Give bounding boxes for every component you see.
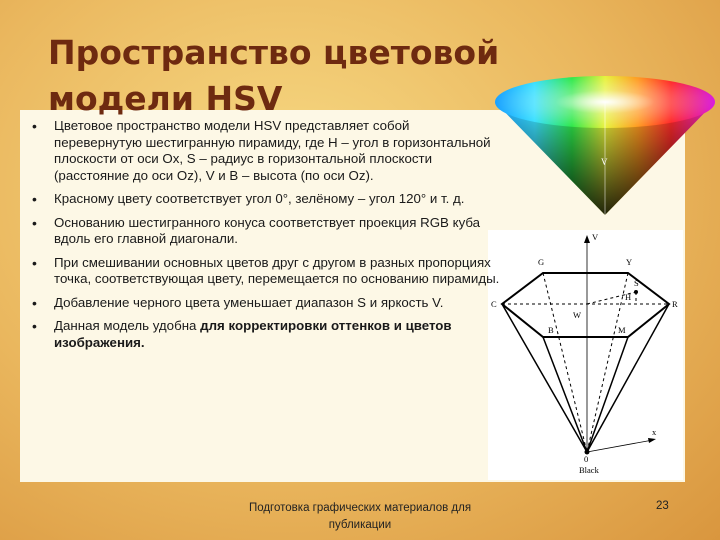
diagram-label-s: S: [634, 278, 639, 288]
diagram-label-b: B: [548, 325, 554, 335]
bullet-text-bold: для корректировки оттенков и цветов изображения.: [54, 318, 452, 350]
bullet-text: Добавление черного цвета уменьшает диапазон S и яркость V.: [54, 294, 444, 310]
diagram-label-g: G: [538, 257, 545, 267]
diagram-label-zero: 0: [584, 454, 589, 464]
cone-v-label: V: [601, 157, 608, 167]
bullet-text: При смешивании основных цветов друг с другом в разных пропорциях точка, соответствующая цвету, перемещается по основанию пирамиды.: [54, 254, 500, 286]
bullet-text: Основанию шестигранного конуса соответствует проекция RGB куба вдоль его главной диагонали.: [54, 214, 481, 246]
bullet-item: [30, 318, 500, 351]
bullet-item: [30, 255, 500, 288]
hexcone-diagram: [488, 230, 683, 480]
diagram-label-h: H: [625, 292, 632, 302]
hsv-cone-image: [493, 70, 718, 220]
diagram-label-c: C: [491, 299, 497, 309]
diagram-label-y: Y: [626, 257, 633, 267]
bullet-item: [30, 295, 500, 312]
slide-title: [48, 30, 518, 116]
bullet-item: [30, 118, 500, 184]
diagram-label-m: M: [618, 325, 626, 335]
diagram-label-black: Black: [579, 465, 599, 475]
bullet-symbol: •: [32, 254, 37, 271]
bullet-item: [30, 191, 500, 208]
bullet-symbol: •: [32, 318, 37, 334]
footer-text: Подготовка графических материалов для публикации: [248, 502, 472, 531]
bullet-symbol: •: [32, 191, 37, 207]
bullet-symbol: •: [32, 294, 37, 311]
bullet-text: Данная модель удобна: [54, 318, 201, 333]
bullet-text: Красному цвету соответствует угол 0°, зелёному – угол 120° и т. д.: [54, 191, 465, 206]
diagram-label-v: V: [592, 232, 599, 242]
diagram-label-x: x: [652, 427, 657, 437]
page-number: 23: [656, 500, 669, 512]
slide-title-text: Пространство цветовой модели HSV: [48, 33, 500, 116]
diagram-label-r: R: [672, 299, 678, 309]
hexagon-base: [502, 273, 669, 337]
bullet-item: [30, 215, 500, 248]
diagram-label-w: W: [573, 310, 582, 320]
bullet-symbol: •: [32, 118, 37, 134]
bullet-symbol: •: [32, 214, 37, 231]
bullet-list: [30, 118, 500, 358]
bullet-text: Цветовое пространство модели HSV представляет собой перевернутую шестигранную пирамиду, где H – угол в горизонтальной плоскости от оси Ox, S – радиус в горизонтальной плоскости (расстояние до оси Oz), V и B – высота (по оси Oz).: [54, 118, 491, 183]
